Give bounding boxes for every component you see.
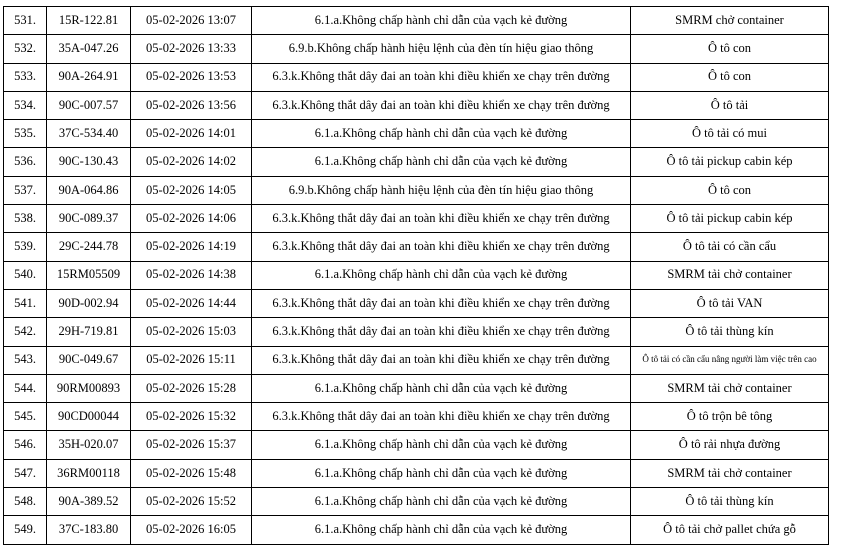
violations-table-body bbox=[4, 7, 829, 545]
vehicle-type: Ô tô con bbox=[631, 63, 829, 91]
violation-datetime: 05-02-2026 14:38 bbox=[131, 261, 252, 289]
violations-table bbox=[3, 6, 829, 545]
row-index: 538. bbox=[4, 205, 47, 233]
plate-number: 15RM05509 bbox=[47, 261, 131, 289]
vehicle-type: Ô tô tải bbox=[631, 91, 829, 119]
violation-description: 6.1.a.Không chấp hành chỉ dẫn của vạch kẻ đường bbox=[252, 431, 631, 459]
plate-number: 90C-049.67 bbox=[47, 346, 131, 374]
violation-datetime: 05-02-2026 14:44 bbox=[131, 289, 252, 317]
row-index: 543. bbox=[4, 346, 47, 374]
violation-datetime: 05-02-2026 14:06 bbox=[131, 205, 252, 233]
violation-datetime: 05-02-2026 15:52 bbox=[131, 488, 252, 516]
row-index: 539. bbox=[4, 233, 47, 261]
vehicle-type: Ô tô tải có cần cẩu bbox=[631, 233, 829, 261]
table-row bbox=[4, 261, 829, 289]
table-row bbox=[4, 346, 829, 374]
plate-number: 90A-389.52 bbox=[47, 488, 131, 516]
vehicle-type: SMRM tải chở container bbox=[631, 374, 829, 402]
violation-datetime: 05-02-2026 13:56 bbox=[131, 91, 252, 119]
row-index: 547. bbox=[4, 459, 47, 487]
row-index: 544. bbox=[4, 374, 47, 402]
plate-number: 29C-244.78 bbox=[47, 233, 131, 261]
row-index: 541. bbox=[4, 289, 47, 317]
violation-datetime: 05-02-2026 13:07 bbox=[131, 7, 252, 35]
vehicle-type: Ô tô tải có cần cẩu nâng người làm việc trên cao bbox=[631, 346, 829, 374]
violation-datetime: 05-02-2026 15:03 bbox=[131, 318, 252, 346]
table-row bbox=[4, 459, 829, 487]
table-row bbox=[4, 318, 829, 346]
violation-description: 6.3.k.Không thắt dây đai an toàn khi điều khiển xe chạy trên đường bbox=[252, 289, 631, 317]
violation-datetime: 05-02-2026 13:33 bbox=[131, 35, 252, 63]
violation-datetime: 05-02-2026 15:11 bbox=[131, 346, 252, 374]
vehicle-type: Ô tô tải pickup cabin kép bbox=[631, 205, 829, 233]
table-row bbox=[4, 516, 829, 544]
row-index: 534. bbox=[4, 91, 47, 119]
violation-description: 6.3.k.Không thắt dây đai an toàn khi điều khiển xe chạy trên đường bbox=[252, 233, 631, 261]
table-row bbox=[4, 148, 829, 176]
row-index: 540. bbox=[4, 261, 47, 289]
table-row bbox=[4, 488, 829, 516]
vehicle-type: Ô tô con bbox=[631, 176, 829, 204]
violation-datetime: 05-02-2026 15:48 bbox=[131, 459, 252, 487]
plate-number: 90D-002.94 bbox=[47, 289, 131, 317]
row-index: 536. bbox=[4, 148, 47, 176]
plate-number: 15R-122.81 bbox=[47, 7, 131, 35]
table-row bbox=[4, 374, 829, 402]
table-row bbox=[4, 205, 829, 233]
row-index: 537. bbox=[4, 176, 47, 204]
violation-datetime: 05-02-2026 14:19 bbox=[131, 233, 252, 261]
vehicle-type: Ô tô rải nhựa đường bbox=[631, 431, 829, 459]
violation-description: 6.1.a.Không chấp hành chỉ dẫn của vạch kẻ đường bbox=[252, 7, 631, 35]
plate-number: 35A-047.26 bbox=[47, 35, 131, 63]
plate-number: 90A-064.86 bbox=[47, 176, 131, 204]
vehicle-type: Ô tô tải có mui bbox=[631, 120, 829, 148]
table-row bbox=[4, 35, 829, 63]
row-index: 533. bbox=[4, 63, 47, 91]
plate-number: 37C-183.80 bbox=[47, 516, 131, 544]
table-row bbox=[4, 289, 829, 317]
table-row bbox=[4, 403, 829, 431]
violation-datetime: 05-02-2026 13:53 bbox=[131, 63, 252, 91]
violation-datetime: 05-02-2026 14:02 bbox=[131, 148, 252, 176]
table-row bbox=[4, 431, 829, 459]
violation-description: 6.3.k.Không thắt dây đai an toàn khi điều khiển xe chạy trên đường bbox=[252, 346, 631, 374]
plate-number: 37C-534.40 bbox=[47, 120, 131, 148]
vehicle-type: Ô tô con bbox=[631, 35, 829, 63]
row-index: 531. bbox=[4, 7, 47, 35]
violation-description: 6.3.k.Không thắt dây đai an toàn khi điều khiển xe chạy trên đường bbox=[252, 91, 631, 119]
table-row bbox=[4, 120, 829, 148]
violation-description: 6.3.k.Không thắt dây đai an toàn khi điều khiển xe chạy trên đường bbox=[252, 318, 631, 346]
row-index: 549. bbox=[4, 516, 47, 544]
table-row bbox=[4, 233, 829, 261]
violation-description: 6.1.a.Không chấp hành chỉ dẫn của vạch kẻ đường bbox=[252, 120, 631, 148]
vehicle-type: Ô tô tải chở pallet chứa gỗ bbox=[631, 516, 829, 544]
violation-description: 6.3.k.Không thắt dây đai an toàn khi điều khiển xe chạy trên đường bbox=[252, 63, 631, 91]
vehicle-type: SMRM chở container bbox=[631, 7, 829, 35]
plate-number: 90C-007.57 bbox=[47, 91, 131, 119]
row-index: 545. bbox=[4, 403, 47, 431]
violation-description: 6.1.a.Không chấp hành chỉ dẫn của vạch kẻ đường bbox=[252, 374, 631, 402]
row-index: 548. bbox=[4, 488, 47, 516]
row-index: 546. bbox=[4, 431, 47, 459]
plate-number: 90C-130.43 bbox=[47, 148, 131, 176]
violation-datetime: 05-02-2026 15:32 bbox=[131, 403, 252, 431]
violation-datetime: 05-02-2026 14:05 bbox=[131, 176, 252, 204]
plate-number: 90CD00044 bbox=[47, 403, 131, 431]
violation-datetime: 05-02-2026 14:01 bbox=[131, 120, 252, 148]
violation-datetime: 05-02-2026 16:05 bbox=[131, 516, 252, 544]
violation-description: 6.1.a.Không chấp hành chỉ dẫn của vạch kẻ đường bbox=[252, 148, 631, 176]
vehicle-type: Ô tô tải VAN bbox=[631, 289, 829, 317]
plate-number: 35H-020.07 bbox=[47, 431, 131, 459]
plate-number: 90C-089.37 bbox=[47, 205, 131, 233]
violation-description: 6.1.a.Không chấp hành chỉ dẫn của vạch kẻ đường bbox=[252, 516, 631, 544]
plate-number: 29H-719.81 bbox=[47, 318, 131, 346]
violation-description: 6.1.a.Không chấp hành chỉ dẫn của vạch kẻ đường bbox=[252, 488, 631, 516]
violation-description: 6.3.k.Không thắt dây đai an toàn khi điều khiển xe chạy trên đường bbox=[252, 205, 631, 233]
vehicle-type: Ô tô tải thùng kín bbox=[631, 488, 829, 516]
violation-datetime: 05-02-2026 15:37 bbox=[131, 431, 252, 459]
table-row bbox=[4, 91, 829, 119]
plate-number: 36RM00118 bbox=[47, 459, 131, 487]
violation-description: 6.3.k.Không thắt dây đai an toàn khi điều khiển xe chạy trên đường bbox=[252, 403, 631, 431]
vehicle-type: Ô tô trộn bê tông bbox=[631, 403, 829, 431]
violation-description: 6.1.a.Không chấp hành chỉ dẫn của vạch kẻ đường bbox=[252, 261, 631, 289]
vehicle-type: Ô tô tải thùng kín bbox=[631, 318, 829, 346]
violation-description: 6.1.a.Không chấp hành chỉ dẫn của vạch kẻ đường bbox=[252, 459, 631, 487]
plate-number: 90A-264.91 bbox=[47, 63, 131, 91]
violation-description: 6.9.b.Không chấp hành hiệu lệnh của đèn tín hiệu giao thông bbox=[252, 35, 631, 63]
vehicle-type: Ô tô tải pickup cabin kép bbox=[631, 148, 829, 176]
table-row bbox=[4, 7, 829, 35]
vehicle-type: SMRM tải chở container bbox=[631, 261, 829, 289]
violation-datetime: 05-02-2026 15:28 bbox=[131, 374, 252, 402]
row-index: 532. bbox=[4, 35, 47, 63]
row-index: 542. bbox=[4, 318, 47, 346]
violation-description: 6.9.b.Không chấp hành hiệu lệnh của đèn tín hiệu giao thông bbox=[252, 176, 631, 204]
plate-number: 90RM00893 bbox=[47, 374, 131, 402]
vehicle-type: SMRM tải chở container bbox=[631, 459, 829, 487]
table-row bbox=[4, 63, 829, 91]
row-index: 535. bbox=[4, 120, 47, 148]
table-row bbox=[4, 176, 829, 204]
